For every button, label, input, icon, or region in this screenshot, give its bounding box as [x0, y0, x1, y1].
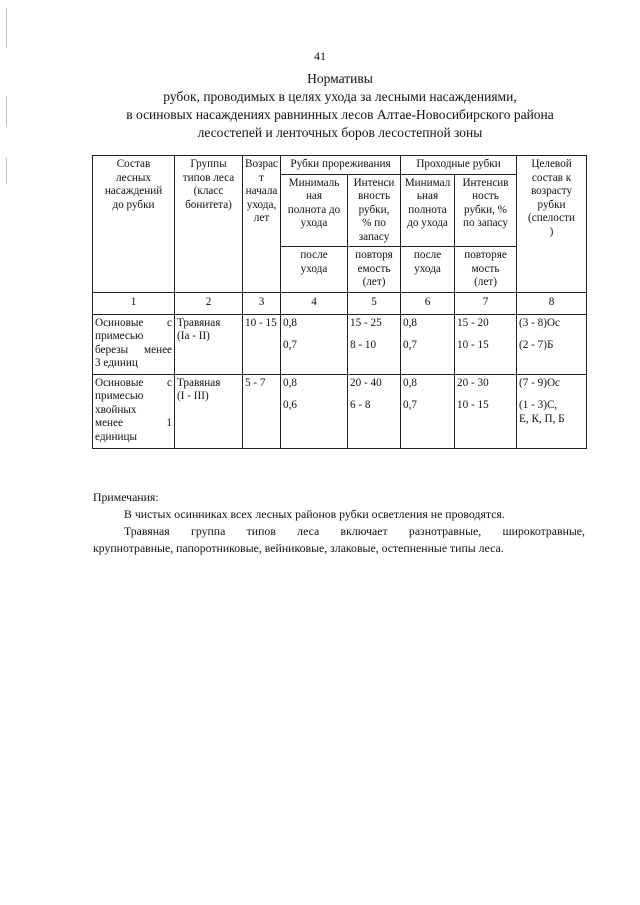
- norms-table: [92, 155, 587, 449]
- header-repeat-passage: повторяе мость (лет): [455, 247, 517, 293]
- notes-heading: Примечания:: [93, 490, 159, 504]
- header-target-composition: Целевой состав к возрасту рубки (спелости ): [517, 156, 587, 293]
- header-min-density-thinning: Минималь ная полнота до ухода: [281, 174, 348, 247]
- header-composition: Состав лесных насаждений до рубки: [93, 156, 175, 293]
- notes-section: [93, 489, 585, 557]
- cell-start-age: 10 - 15: [243, 314, 281, 374]
- header-intensity-passage: Интенсив ность рубки, % по запасу: [455, 174, 517, 247]
- cell-min-density-thinning: 0,8 0,7: [281, 314, 348, 374]
- header-start-age: Возрас т начала ухода, лет: [243, 156, 281, 293]
- header-forest-type-group: Группы типов леса (класс бонитета): [175, 156, 243, 293]
- cell-min-density-thinning: 0,8 0,6: [281, 374, 348, 448]
- column-number: 8: [517, 292, 587, 314]
- header-thinning: Рубки прореживания: [281, 156, 401, 175]
- cell-start-age: 5 - 7: [243, 374, 281, 448]
- cell-forest-group: Травяная (Iа - II): [175, 314, 243, 374]
- column-number: 5: [348, 292, 401, 314]
- title-line: Нормативы: [307, 71, 373, 86]
- header-after-thinning: после ухода: [281, 247, 348, 293]
- cell-intensity-thinning: 20 - 40 6 - 8: [348, 374, 401, 448]
- cell-intensity-passage: 20 - 30 10 - 15: [455, 374, 517, 448]
- header-intensity-thinning: Интенси вность рубки, % по запасу: [348, 174, 401, 247]
- header-min-density-passage: Минимал ьная полнота до ухода: [401, 174, 455, 247]
- document-title: [60, 70, 620, 142]
- column-number: 7: [455, 292, 517, 314]
- note-line: В чистых осинниках всех лесных районов рубки осветления не проводятся.: [124, 507, 505, 521]
- column-number: 1: [93, 292, 175, 314]
- cell-composition: Осиновые с примесью березы менее 3 единиц: [93, 314, 175, 374]
- header-row: [93, 156, 587, 175]
- title-line: рубок, проводимых в целях ухода за лесными насаждениями,: [163, 89, 517, 104]
- scan-margin-mark: [6, 8, 7, 48]
- table-row: [93, 374, 587, 448]
- cell-forest-group: Травяная (I - III): [175, 374, 243, 448]
- cell-min-density-passage: 0,8 0,7: [401, 374, 455, 448]
- header-passage-cutting: Проходные рубки: [401, 156, 517, 175]
- cell-target-composition: (7 - 9)Ос (1 - 3)С, Е, К, П, Б: [517, 374, 587, 448]
- note-line: Травяная группа типов леса включает разнотравные, широкотравные,: [124, 524, 585, 538]
- cell-min-density-passage: 0,8 0,7: [401, 314, 455, 374]
- column-number-row: [93, 292, 587, 314]
- cell-composition: Осиновые с примесью хвойных менее 1 единицы: [93, 374, 175, 448]
- scan-margin-mark: [6, 158, 7, 184]
- cell-intensity-thinning: 15 - 25 8 - 10: [348, 314, 401, 374]
- column-number: 3: [243, 292, 281, 314]
- cell-intensity-passage: 15 - 20 10 - 15: [455, 314, 517, 374]
- header-repeat-thinning: повторя емость (лет): [348, 247, 401, 293]
- column-number: 2: [175, 292, 243, 314]
- scan-margin-mark: [6, 96, 7, 126]
- cell-target-composition: (3 - 8)Ос (2 - 7)Б: [517, 314, 587, 374]
- title-line: лесостепей и ленточных боров лесостепной зоны: [197, 125, 483, 140]
- column-number: 4: [281, 292, 348, 314]
- header-after-passage: после ухода: [401, 247, 455, 293]
- title-line: в осиновых насаждениях равнинных лесов Алтае-Новосибирского района: [126, 107, 554, 122]
- column-number: 6: [401, 292, 455, 314]
- table-row: [93, 314, 587, 374]
- page-number: 41: [314, 49, 326, 63]
- note-line: крупнотравные, папоротниковые, вейниковые, злаковые, остепненные типы леса.: [93, 541, 504, 555]
